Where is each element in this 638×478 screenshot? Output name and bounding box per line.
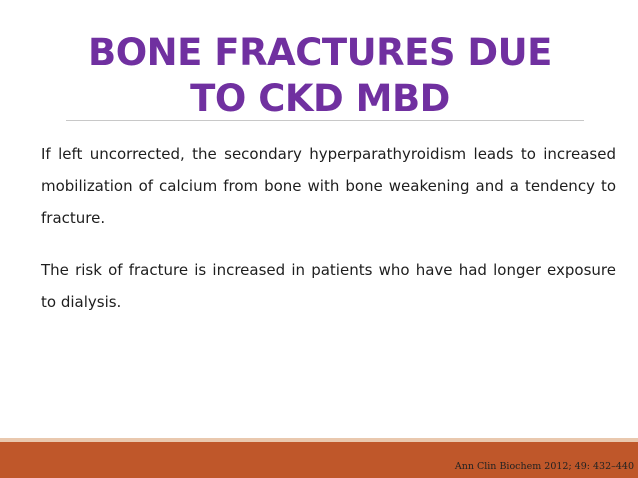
- title-divider: [66, 120, 584, 121]
- title-line-2: TO CKD MBD: [190, 77, 450, 120]
- body-paragraph-1: If left uncorrected, the secondary hyperparathyroidism leads to increased mobilization of calcium from bone with bone weakening and a tendency to fracture.: [41, 145, 616, 227]
- body-paragraph-2: The risk of fracture is increased in patients who have had longer exposure to dialysis.: [41, 261, 616, 311]
- title-line-1: BONE FRACTURES DUE: [88, 31, 552, 74]
- citation: Ann Clin Biochem 2012; 49: 432–440: [454, 461, 634, 472]
- slide-title: [60, 30, 580, 122]
